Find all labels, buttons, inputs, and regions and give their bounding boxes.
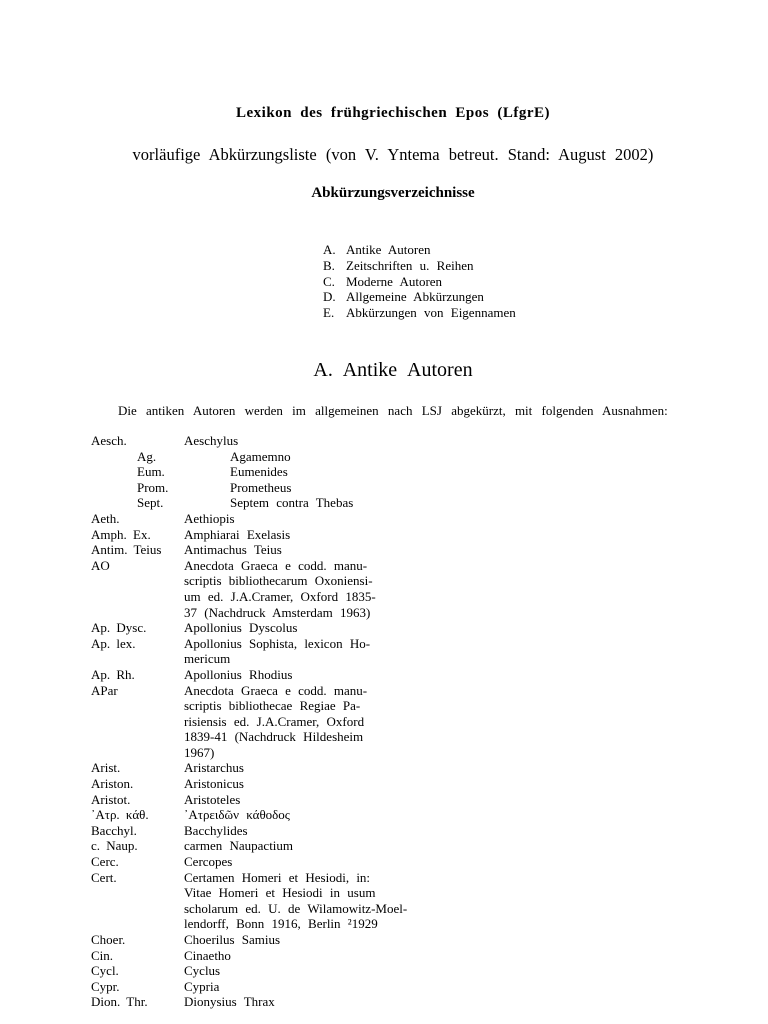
- abbreviation: Choer.: [91, 932, 126, 947]
- abbreviation-entry: [91, 870, 420, 932]
- toc-letter: A.: [323, 242, 336, 257]
- abbreviation: ᾽Ατρ. κάθ.: [91, 807, 149, 823]
- expansion-line: um ed. J.A.Cramer, Oxford 1835-: [184, 588, 376, 604]
- expansion-line: Aeschylus: [184, 433, 239, 448]
- abbreviation: Ap. Dysc.: [91, 620, 147, 636]
- abbreviation: Cycl.: [91, 963, 119, 979]
- abbreviation-entry: [91, 854, 420, 870]
- abbreviation: Arist.: [91, 760, 121, 776]
- expansion-line: Dionysius Thrax: [184, 994, 275, 1010]
- abbreviation-expansion: [184, 558, 420, 620]
- abbreviation-expansion: [184, 776, 420, 792]
- expansion-line: Bacchylides: [184, 822, 248, 838]
- abbreviation-expansion: [184, 948, 420, 964]
- abbreviation-entry: [91, 449, 420, 465]
- abbreviation-entry: [91, 433, 420, 449]
- abbreviation: Prom.: [137, 479, 169, 495]
- toc-item[interactable]: [323, 242, 516, 258]
- section-title: Abkürzungsverzeichnisse: [311, 185, 475, 201]
- expansion-line: Choerilus Samius: [184, 932, 281, 947]
- expansion-line: 1839-41 (Nachdruck Hildesheim: [184, 729, 364, 745]
- abbreviation: c. Naup.: [91, 838, 138, 854]
- toc-letter: E.: [323, 305, 335, 321]
- abbreviation: Aristot.: [91, 791, 131, 807]
- abbreviation-expansion: [184, 760, 420, 776]
- intro-paragraph: Die antiken Autoren werden im allgemeinen nach LSJ abgekürzt, mit folgenden Ausnahmen:: [118, 403, 668, 418]
- abbreviation-entry: [91, 667, 420, 683]
- expansion-line: Apollonius Sophista, lexicon Ho-: [184, 635, 371, 651]
- toc-label: Abkürzungen von Eigennamen: [346, 305, 516, 321]
- expansion-line: Amphiarai Exelasis: [184, 526, 291, 542]
- abbreviation: Antim. Teius: [91, 542, 162, 558]
- expansion-line: Apollonius Dyscolus: [184, 620, 298, 636]
- abbreviation: Sept.: [137, 495, 164, 511]
- toc-item[interactable]: [323, 289, 516, 305]
- toc-item[interactable]: [323, 274, 516, 290]
- expansion-line: Agamemno: [230, 448, 291, 464]
- abbreviation-expansion: [184, 449, 420, 465]
- abbreviation-expansion: [184, 495, 420, 511]
- abbreviation-entry: [91, 620, 420, 636]
- abbreviation-entry: [91, 823, 420, 839]
- abbreviation: Ap. Rh.: [91, 666, 135, 682]
- abbreviation-entry: [91, 792, 420, 808]
- abbreviation: Aeth.: [91, 510, 120, 526]
- abbreviation: Cin.: [91, 947, 114, 963]
- abbreviation-expansion: [184, 854, 420, 870]
- abbreviation-expansion: [184, 480, 420, 496]
- expansion-line: 1967): [184, 744, 215, 760]
- abbreviation-entry: [91, 495, 420, 511]
- expansion-line: scriptis bibliothecae Regiae Pa-: [184, 698, 361, 714]
- abbreviation-expansion: [184, 823, 420, 839]
- expansion-line: Prometheus: [230, 479, 292, 495]
- toc-label: Allgemeine Abkürzungen: [346, 289, 484, 305]
- abbreviation-expansion: [184, 994, 420, 1010]
- abbreviation-entry: [91, 683, 420, 761]
- expansion-line: Aristarchus: [184, 760, 244, 776]
- abbreviation: Dion. Thr.: [91, 994, 148, 1010]
- expansion-line: Septem contra Thebas: [230, 495, 354, 511]
- expansion-line: Anecdota Graeca e codd. manu-: [184, 557, 368, 573]
- abbreviation: APar: [91, 682, 118, 698]
- expansion-line: Aristoteles: [184, 791, 241, 807]
- expansion-line: lendorff, Bonn 1916, Berlin ²1929: [184, 916, 378, 932]
- abbreviation: Ariston.: [91, 776, 134, 792]
- abbreviation-entry: [91, 932, 420, 948]
- abbreviation: Amph. Ex.: [91, 526, 151, 542]
- expansion-line: Cyclus: [184, 963, 221, 979]
- abbreviation-expansion: [184, 683, 420, 761]
- abbreviation-entry: [91, 838, 420, 854]
- abbreviation-list: [91, 433, 420, 1010]
- abbreviation-expansion: [184, 433, 420, 449]
- expansion-line: Cercopes: [184, 854, 233, 870]
- table-of-contents: [323, 242, 516, 321]
- abbreviation-expansion: [184, 636, 420, 667]
- toc-label: Zeitschriften u. Reihen: [346, 257, 474, 273]
- toc-letter: B.: [323, 257, 335, 273]
- abbreviation-expansion: [184, 979, 420, 995]
- expansion-line: Certamen Homeri et Hesiodi, in:: [184, 869, 371, 885]
- expansion-line: Apollonius Rhodius: [184, 666, 293, 682]
- abbreviation-expansion: [184, 464, 420, 480]
- abbreviation-expansion: [184, 792, 420, 808]
- abbreviation-entry: [91, 963, 420, 979]
- abbreviation-expansion: [184, 542, 420, 558]
- document-subtitle: vorläufige Abkürzungsliste (von V. Yntema betreut. Stand: August 2002): [132, 145, 654, 164]
- expansion-line: ᾽Ατρειδῶν κάθοδος: [184, 807, 290, 823]
- expansion-line: Cypria: [184, 978, 220, 994]
- expansion-line: scriptis bibliothecarum Oxoniensi-: [184, 573, 373, 589]
- expansion-line: mericum: [184, 651, 231, 667]
- abbreviation-entry: [91, 994, 420, 1010]
- abbreviation-entry: [91, 807, 420, 823]
- abbreviation: Cypr.: [91, 978, 120, 994]
- abbreviation-expansion: [184, 511, 420, 527]
- abbreviation-entry: [91, 948, 420, 964]
- expansion-line: Vitae Homeri et Hesiodi in usum: [184, 885, 376, 901]
- abbreviation-expansion: [184, 667, 420, 683]
- abbreviation: Aesch.: [91, 433, 127, 448]
- toc-letter: C.: [323, 273, 335, 289]
- expansion-line: Aethiopis: [184, 510, 235, 526]
- abbreviation-expansion: [184, 932, 420, 948]
- abbreviation-expansion: [184, 527, 420, 543]
- toc-item[interactable]: [323, 258, 516, 274]
- abbreviation-expansion: [184, 963, 420, 979]
- expansion-line: Aristonicus: [184, 776, 244, 792]
- abbreviation-entry: [91, 511, 420, 527]
- abbreviation: Cerc.: [91, 854, 119, 870]
- abbreviation-entry: [91, 776, 420, 792]
- toc-item[interactable]: [323, 305, 516, 321]
- expansion-line: carmen Naupactium: [184, 838, 294, 854]
- section-heading: A. Antike Autoren: [313, 359, 473, 381]
- abbreviation-entry: [91, 542, 420, 558]
- abbreviation-entry: [91, 558, 420, 620]
- abbreviation-expansion: [184, 838, 420, 854]
- abbreviation: Cert.: [91, 869, 117, 885]
- abbreviation-entry: [91, 760, 420, 776]
- document-title: Lexikon des frühgriechischen Epos (LfgrE): [235, 105, 550, 121]
- expansion-line: Eumenides: [230, 464, 288, 480]
- expansion-line: Cinaetho: [184, 947, 231, 963]
- abbreviation: Ap. lex.: [91, 635, 136, 651]
- abbreviation-expansion: [184, 870, 420, 932]
- toc-label: Antike Autoren: [346, 242, 431, 257]
- abbreviation: Ag.: [137, 448, 157, 464]
- expansion-line: 37 (Nachdruck Amsterdam 1963): [184, 604, 371, 620]
- abbreviation: AO: [91, 557, 110, 573]
- abbreviation-expansion: [184, 620, 420, 636]
- expansion-line: risiensis ed. J.A.Cramer, Oxford: [184, 713, 365, 729]
- expansion-line: Anecdota Graeca e codd. manu-: [184, 682, 368, 698]
- toc-label: Moderne Autoren: [346, 273, 443, 289]
- abbreviation-entry: [91, 464, 420, 480]
- abbreviation-entry: [91, 979, 420, 995]
- abbreviation-entry: [91, 527, 420, 543]
- abbreviation-expansion: [184, 807, 420, 823]
- abbreviation-entry: [91, 480, 420, 496]
- abbreviation: Eum.: [137, 464, 165, 480]
- expansion-line: Antimachus Teius: [184, 542, 282, 558]
- expansion-line: scholarum ed. U. de Wilamowitz-Moel-: [184, 900, 408, 916]
- abbreviation: Bacchyl.: [91, 822, 137, 838]
- toc-letter: D.: [323, 289, 336, 305]
- abbreviation-entry: [91, 636, 420, 667]
